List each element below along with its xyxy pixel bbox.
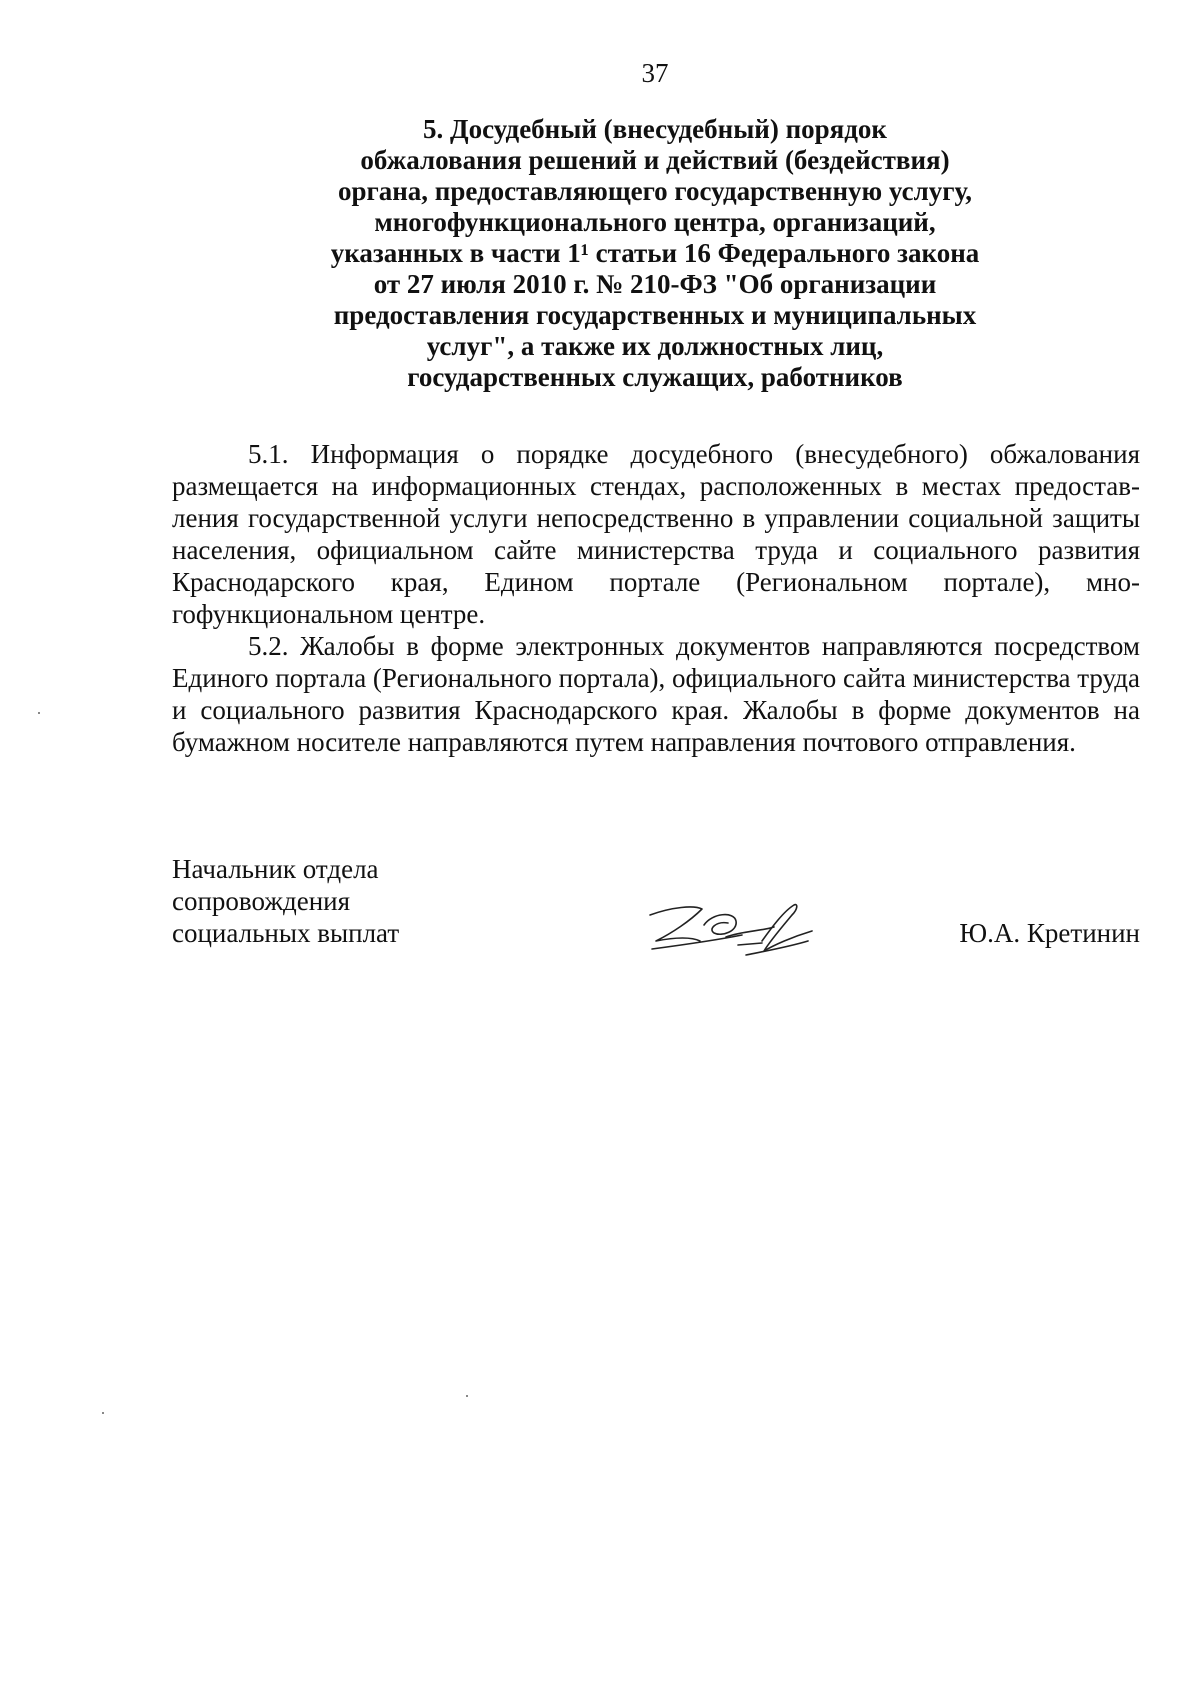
section-heading: [250, 114, 1060, 393]
scan-speck: [466, 1395, 468, 1397]
position-line: сопровождения: [172, 886, 351, 916]
paragraph-5-2: 5.2. Жалобы в форме электронных документов направляются посредством Единого портала (Регионального портала), официального сайта министерства труда и социального развития Краснодарского края. Жалобы в форме документов на бумажном носителе направляются путем направления почтового отправления.: [172, 631, 1141, 757]
heading-line: государственных служащих, работников: [407, 362, 903, 392]
heading-line: от 27 июля 2010 г. № 210-ФЗ "Об организации: [373, 269, 937, 299]
heading-line: 5. Досудебный (внесудебный) порядок: [423, 114, 887, 144]
position-line: Начальник отдела: [172, 854, 379, 884]
heading-line: предоставления государственных и муниципальных: [333, 300, 977, 330]
heading-line: многофункционального центра, организаций,: [374, 207, 936, 237]
signatory-position: [172, 853, 399, 949]
heading-line: органа, предоставляющего государственную услугу,: [337, 176, 973, 206]
heading-line: указанных в части 1¹ статьи 16 Федерального закона: [330, 238, 980, 268]
paragraph-5-1: 5.1. Информация о порядке досудебного (внесудебного) обжалования размещается на информационных стендах, расположенных в местах предоставления государственной услуги непосредственно в управлении социальной защиты населения, официальном сайте министерства труда и социального развития Краснодарского края, Едином портале (Региональном портале), многофункциональном центре.: [172, 439, 1140, 629]
page-number: 37: [641, 58, 669, 88]
signature-block: [172, 853, 1140, 973]
body-text: [172, 438, 1140, 758]
heading-line: обжалования решений и действий (бездействия): [360, 145, 950, 175]
position-line: социальных выплат: [172, 918, 400, 948]
heading-line: услуг", а также их должностных лиц,: [426, 331, 884, 361]
handwritten-signature: [642, 897, 822, 967]
scan-speck: [38, 712, 40, 714]
signatory-name: Ю.А. Кретинин: [959, 918, 1140, 948]
scan-speck: [102, 1412, 104, 1414]
